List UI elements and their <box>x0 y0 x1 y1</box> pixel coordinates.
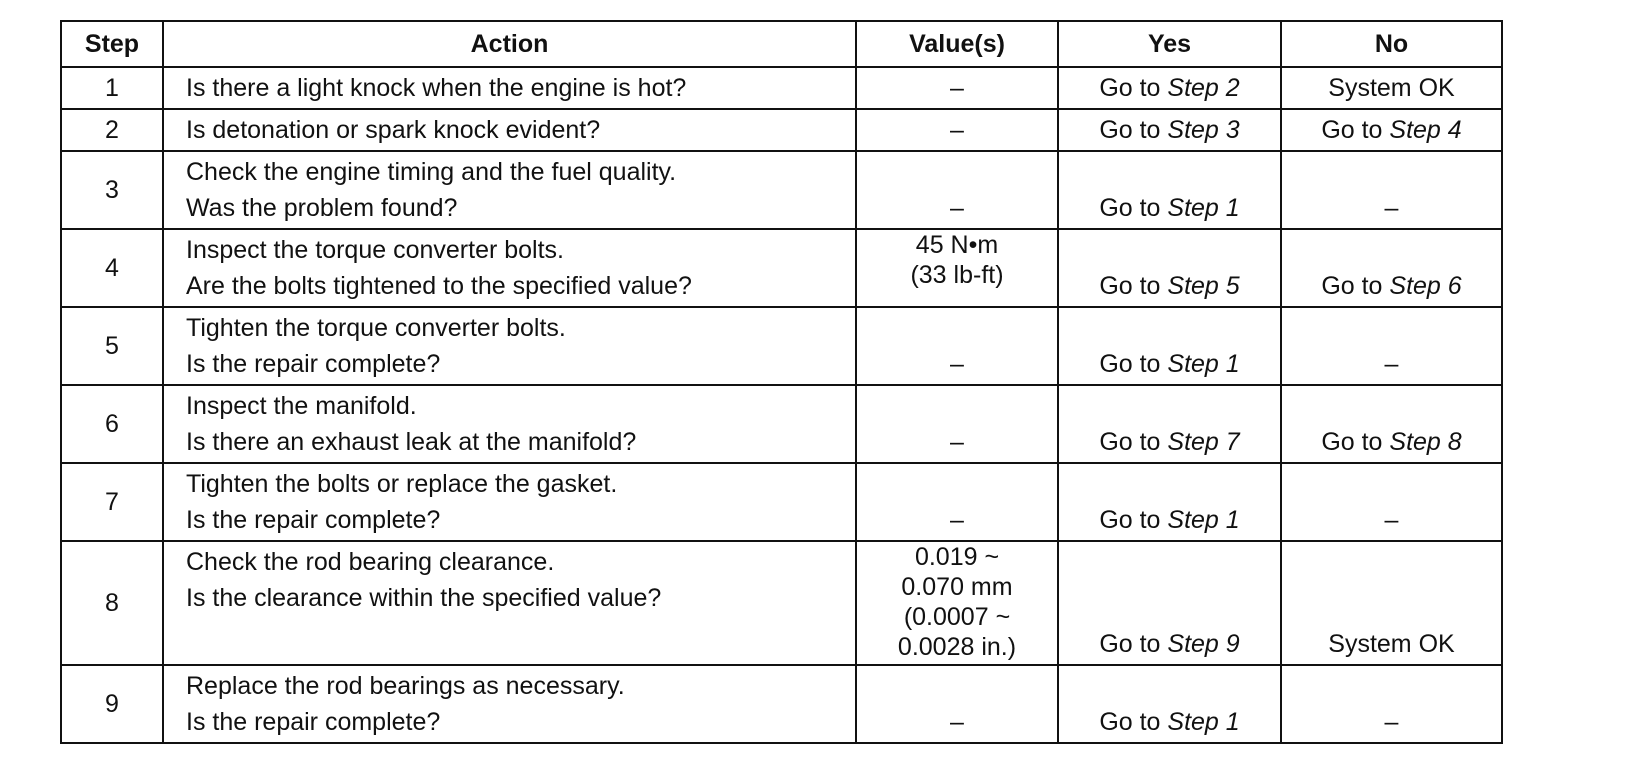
table-row <box>61 541 1502 665</box>
value-line: (33 lb-ft) <box>910 261 1004 289</box>
action-cell <box>163 463 856 541</box>
table-row <box>61 109 1502 151</box>
header-values: Value(s) <box>856 21 1058 67</box>
header-step: Step <box>61 21 163 67</box>
value-line: 45 N•m <box>915 231 999 259</box>
no-text: – <box>1384 708 1399 736</box>
action-line: Is the clearance within the specified value? <box>186 584 662 612</box>
yes-step-ref: Step 1 <box>1167 506 1240 534</box>
table-row <box>61 229 1502 307</box>
value-line: – <box>950 194 964 222</box>
yes-step-ref: Step 2 <box>1167 74 1240 102</box>
yes-cell <box>1058 385 1281 463</box>
action-line: Check the engine timing and the fuel quality. <box>186 158 677 186</box>
yes-step-ref: Step 5 <box>1167 272 1240 300</box>
no-cell <box>1281 541 1502 665</box>
header-yes: Yes <box>1058 21 1281 67</box>
table-row <box>61 385 1502 463</box>
yes-step-ref: Step 3 <box>1167 116 1240 144</box>
value-line: – <box>950 350 964 378</box>
value-cell <box>856 67 1058 109</box>
table-row <box>61 463 1502 541</box>
no-cell <box>1281 229 1502 307</box>
no-text: – <box>1384 194 1399 222</box>
yes-text: Go to <box>1099 708 1168 736</box>
diagnostic-table <box>60 20 1503 744</box>
no-cell <box>1281 385 1502 463</box>
yes-text: Go to <box>1099 74 1168 102</box>
yes-step-ref: Step 1 <box>1167 708 1240 736</box>
yes-text: Go to <box>1099 116 1168 144</box>
yes-text: Go to <box>1099 350 1168 378</box>
action-cell <box>163 229 856 307</box>
no-text: System OK <box>1328 74 1455 102</box>
action-cell <box>163 67 856 109</box>
header-no: No <box>1281 21 1502 67</box>
no-cell <box>1281 67 1502 109</box>
action-line: Is the repair complete? <box>186 506 441 534</box>
table-row <box>61 307 1502 385</box>
step-number: 7 <box>61 463 163 541</box>
step-number: 5 <box>61 307 163 385</box>
yes-step-ref: Step 1 <box>1167 350 1240 378</box>
value-line: 0.070 mm <box>901 573 1013 601</box>
action-line: Tighten the bolts or replace the gasket. <box>186 470 618 498</box>
step-number: 8 <box>61 541 163 665</box>
step-number: 4 <box>61 229 163 307</box>
yes-cell <box>1058 151 1281 229</box>
yes-text: Go to <box>1099 428 1168 456</box>
action-line: Is there an exhaust leak at the manifold? <box>186 428 637 456</box>
step-number: 9 <box>61 665 163 743</box>
no-text: – <box>1384 506 1399 534</box>
value-line: – <box>950 428 964 456</box>
yes-text: Go to <box>1099 506 1168 534</box>
yes-step-ref: Step 9 <box>1167 630 1240 658</box>
table-header-row <box>61 21 1502 67</box>
value-line: – <box>950 506 964 534</box>
value-line: 0.0028 in.) <box>897 633 1017 661</box>
value-line: – <box>950 708 964 736</box>
no-text: – <box>1384 350 1399 378</box>
no-cell <box>1281 665 1502 743</box>
step-number: 6 <box>61 385 163 463</box>
yes-cell <box>1058 307 1281 385</box>
value-cell <box>856 541 1058 665</box>
value-cell <box>856 109 1058 151</box>
no-cell <box>1281 463 1502 541</box>
value-cell <box>856 385 1058 463</box>
action-line: Is the repair complete? <box>186 350 441 378</box>
header-action: Action <box>163 21 856 67</box>
action-cell <box>163 541 856 665</box>
action-line: Inspect the manifold. <box>186 392 417 420</box>
yes-cell <box>1058 541 1281 665</box>
yes-cell <box>1058 109 1281 151</box>
value-line: 0.019 ~ <box>914 543 1000 571</box>
value-cell <box>856 151 1058 229</box>
table-row <box>61 665 1502 743</box>
step-number: 3 <box>61 151 163 229</box>
action-cell <box>163 307 856 385</box>
yes-cell <box>1058 665 1281 743</box>
no-text: Go to <box>1321 116 1390 144</box>
action-cell <box>163 151 856 229</box>
no-step-ref: Step 6 <box>1389 272 1462 300</box>
no-cell <box>1281 151 1502 229</box>
yes-text: Go to <box>1099 272 1168 300</box>
step-number: 1 <box>61 67 163 109</box>
table-row <box>61 151 1502 229</box>
table-row <box>61 67 1502 109</box>
action-cell <box>163 665 856 743</box>
no-text: System OK <box>1328 630 1455 658</box>
table-body <box>61 67 1502 743</box>
yes-cell <box>1058 463 1281 541</box>
no-text: Go to <box>1321 428 1390 456</box>
action-line: Are the bolts tightened to the specified value? <box>186 272 692 300</box>
action-line: Is the repair complete? <box>186 708 441 736</box>
no-cell <box>1281 307 1502 385</box>
action-line: Is there a light knock when the engine is hot? <box>186 74 687 102</box>
yes-text: Go to <box>1099 630 1168 658</box>
value-line: – <box>950 74 964 102</box>
value-line: (0.0007 ~ <box>903 603 1011 631</box>
yes-text: Go to <box>1099 194 1168 222</box>
action-cell <box>163 109 856 151</box>
yes-cell <box>1058 229 1281 307</box>
no-step-ref: Step 4 <box>1389 116 1462 144</box>
action-line: Check the rod bearing clearance. <box>186 548 555 576</box>
yes-cell <box>1058 67 1281 109</box>
diagnostic-table-container <box>60 20 1501 744</box>
action-line: Inspect the torque converter bolts. <box>186 236 564 264</box>
value-line: – <box>950 116 964 144</box>
no-cell <box>1281 109 1502 151</box>
value-cell <box>856 307 1058 385</box>
action-line: Was the problem found? <box>186 194 458 222</box>
action-line: Tighten the torque converter bolts. <box>186 314 566 342</box>
value-cell <box>856 229 1058 307</box>
value-cell <box>856 463 1058 541</box>
no-step-ref: Step 8 <box>1389 428 1462 456</box>
yes-step-ref: Step 1 <box>1167 194 1240 222</box>
action-cell <box>163 385 856 463</box>
step-number: 2 <box>61 109 163 151</box>
no-text: Go to <box>1321 272 1390 300</box>
action-line: Replace the rod bearings as necessary. <box>186 672 625 700</box>
value-cell <box>856 665 1058 743</box>
yes-step-ref: Step 7 <box>1167 428 1240 456</box>
action-line: Is detonation or spark knock evident? <box>186 116 601 144</box>
